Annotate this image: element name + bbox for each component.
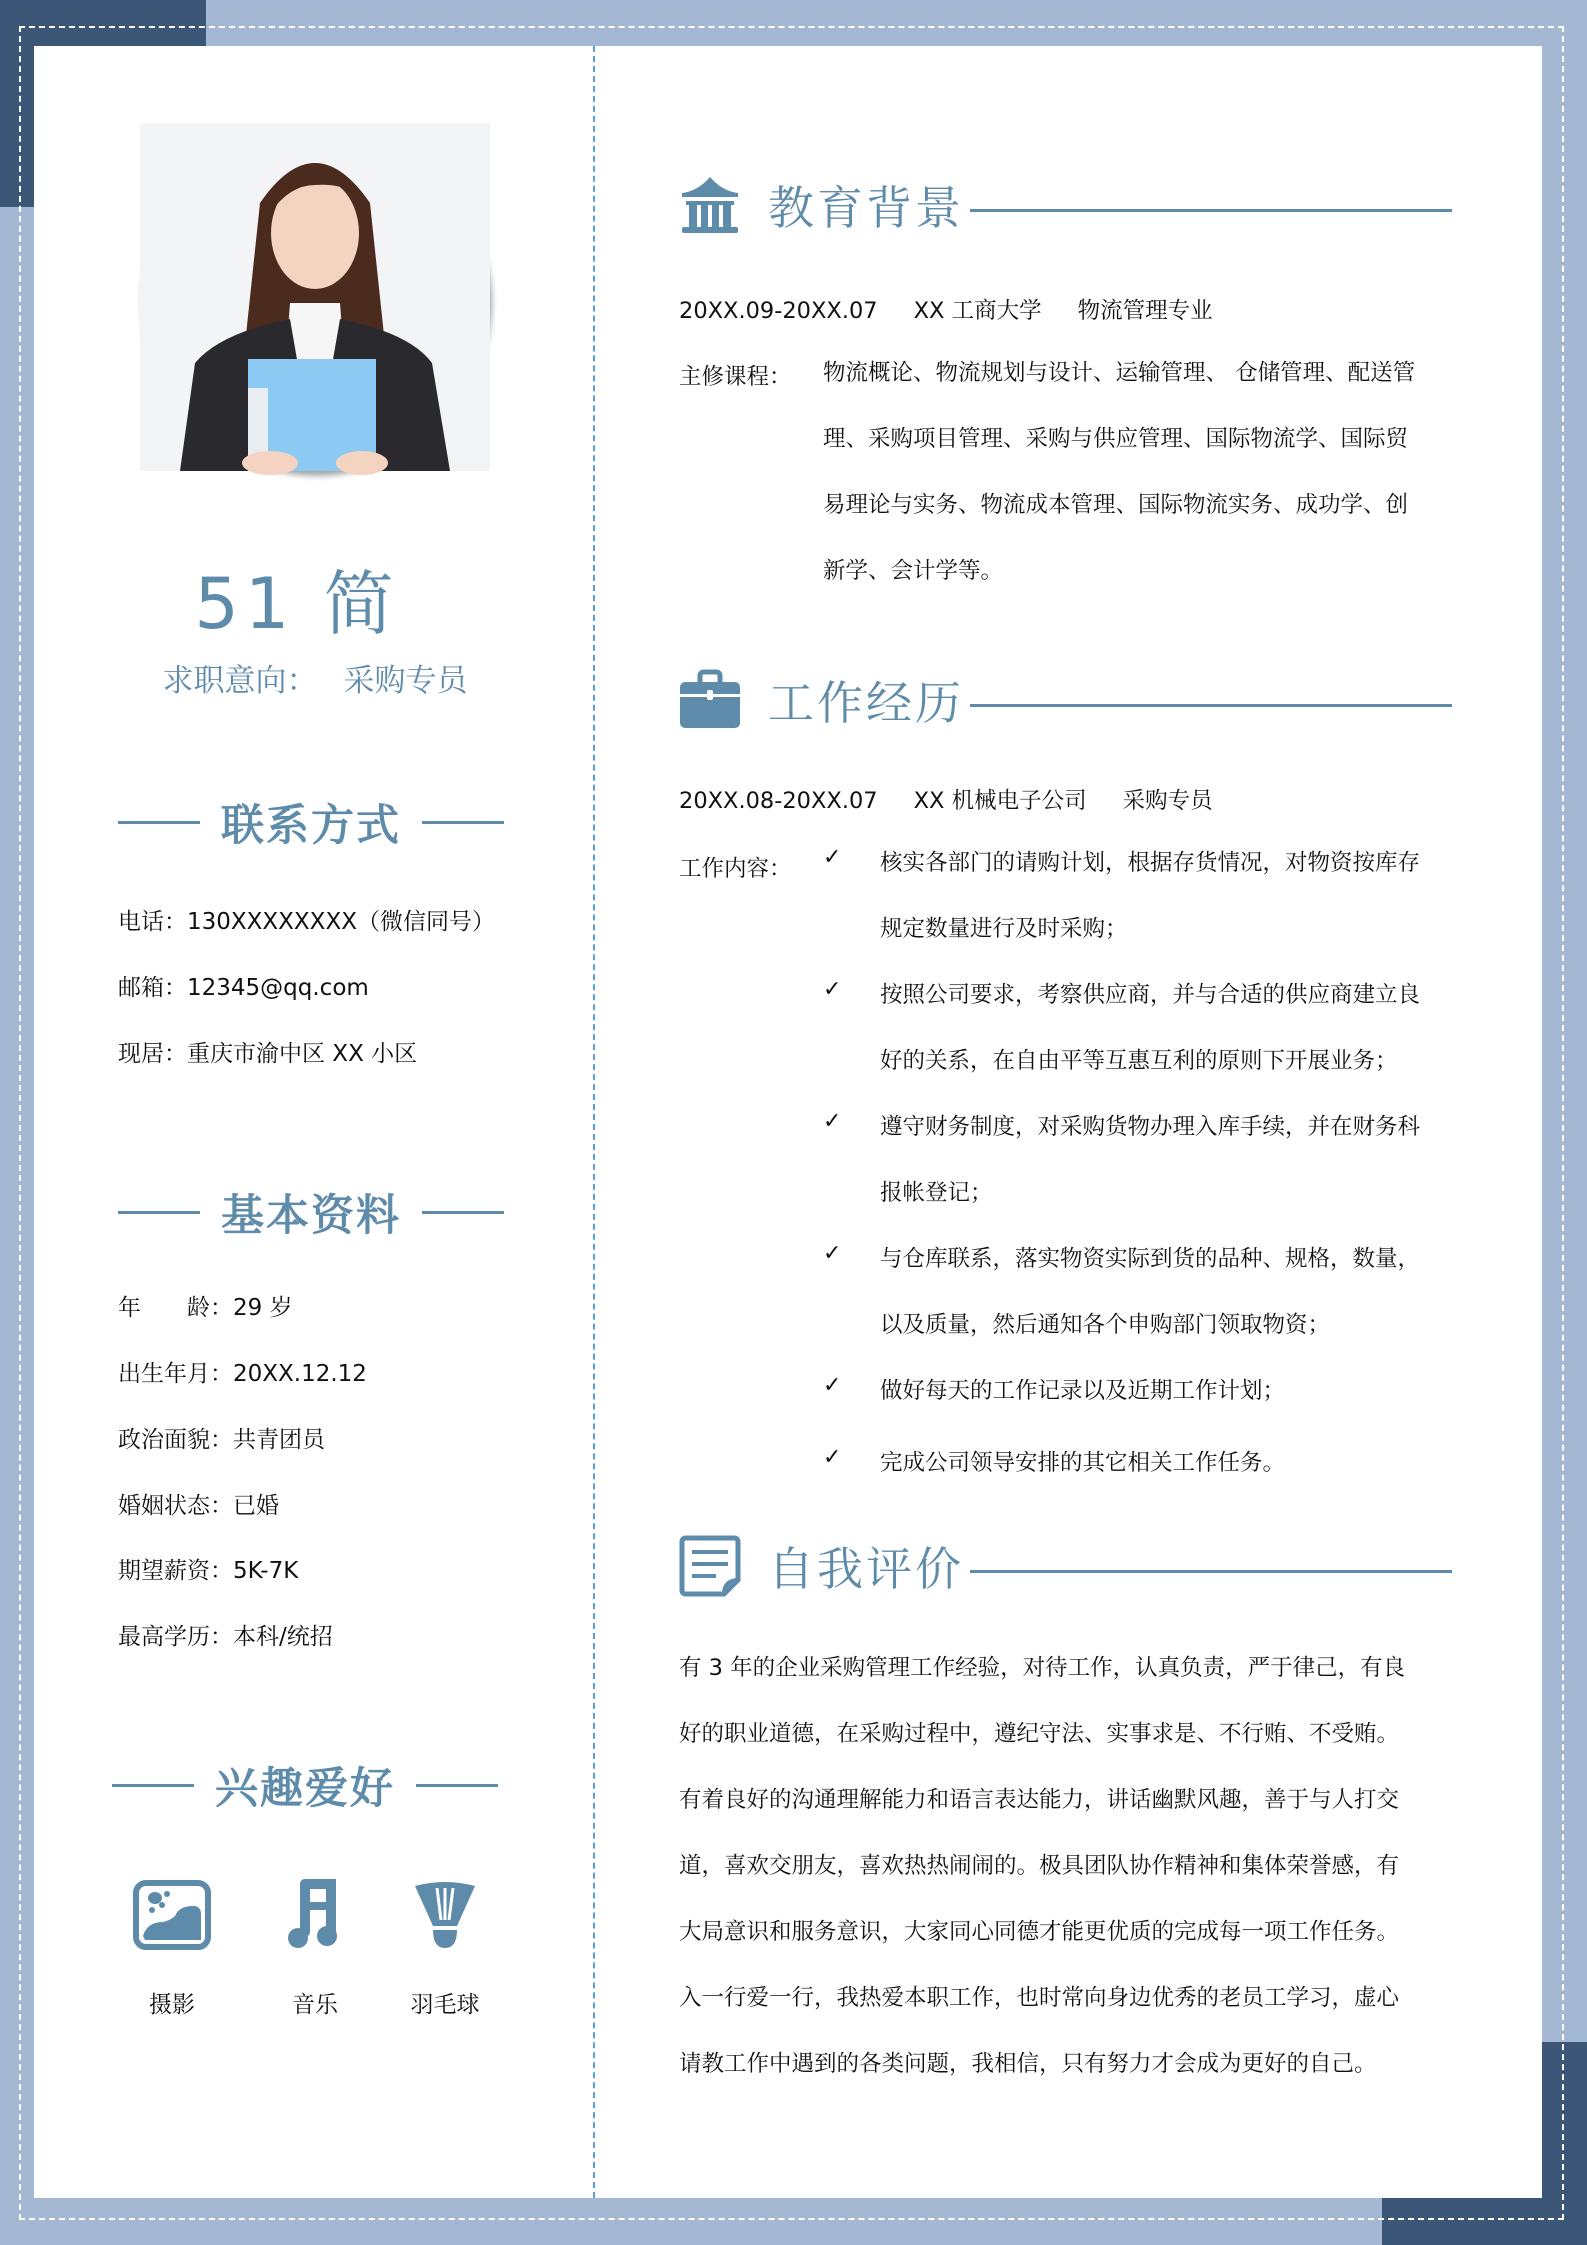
check-icon: ✓ xyxy=(823,1373,842,1398)
self-eval-line: 入一行爱一行，我热爱本职工作，也时常向身边优秀的老员工学习，虚心 xyxy=(679,1985,1400,2011)
candidate-name: 51 简 xyxy=(194,563,400,645)
heading-rule xyxy=(422,821,504,824)
column-divider xyxy=(593,46,595,2198)
education-period: 20XX.09-20XX.07 xyxy=(679,298,878,324)
education-title: 教育背景 xyxy=(768,181,964,235)
contact-heading xyxy=(118,797,504,851)
education-school: XX 工商大学 xyxy=(913,298,1042,324)
basic-age xyxy=(118,1289,293,1322)
courses-line: 易理论与实务、物流成本管理、国际物流实务、成功学、创 xyxy=(823,492,1409,518)
field-value: 已婚 xyxy=(233,1493,279,1519)
education-summary xyxy=(679,293,1213,325)
self-eval-line: 道，喜欢交朋友，喜欢热热闹闹的。极具团队协作精神和集体荣誉感，有 xyxy=(679,1853,1400,1879)
duty-line: 报帐登记； xyxy=(880,1180,993,1206)
duty-line: 遵守财务制度，对采购货物办理入库手续，并在财务科 xyxy=(880,1114,1421,1140)
contact-phone xyxy=(118,903,495,936)
basic-info-title: 基本资料 xyxy=(221,1190,401,1241)
basic-salary xyxy=(118,1552,298,1585)
courses-line: 物流概论、物流规划与设计、运输管理、 仓储管理、配送管 xyxy=(823,360,1416,386)
profile-photo xyxy=(140,123,490,471)
education-major: 物流管理专业 xyxy=(1077,298,1213,324)
heading-rule xyxy=(422,1211,504,1214)
heading-rule xyxy=(970,1570,1452,1573)
heading-rule xyxy=(118,1211,200,1214)
contact-title: 联系方式 xyxy=(221,800,401,851)
self-eval-line: 有 3 年的企业采购管理工作经验，对待工作，认真负责，严于律己，有良 xyxy=(679,1655,1406,1681)
heading-rule xyxy=(118,821,200,824)
hobby-label: 音乐 xyxy=(292,1992,338,2018)
field-value: 5K-7K xyxy=(233,1558,299,1584)
institution-icon xyxy=(678,173,742,237)
heading-rule xyxy=(970,704,1452,707)
field-label: 政治面貌： xyxy=(118,1427,233,1453)
work-content-label: 工作内容： xyxy=(679,856,792,882)
field-value: 重庆市渝中区 XX 小区 xyxy=(187,1041,418,1067)
duty-line: 做好每天的工作记录以及近期工作计划； xyxy=(880,1378,1286,1404)
basic-education xyxy=(118,1618,333,1651)
contact-address xyxy=(118,1035,417,1068)
field-label: 出生年月： xyxy=(118,1361,233,1387)
work-heading xyxy=(678,665,1452,735)
work-company: XX 机械电子公司 xyxy=(913,788,1087,814)
self-eval-line: 请教工作中遇到的各类问题，我相信，只有努力才会成为更好的自己。 xyxy=(679,2051,1377,2077)
field-value: 130XXXXXXXX（微信同号） xyxy=(187,909,495,935)
duty-line: 按照公司要求，考察供应商，并与合适的供应商建立良 xyxy=(880,982,1421,1008)
briefcase-icon xyxy=(678,668,742,732)
duty-line: 完成公司领导安排的其它相关工作任务。 xyxy=(880,1450,1286,1476)
self-eval-line: 大局意识和服务意识，大家同心同德才能更优质的完成每一项工作任务。 xyxy=(679,1919,1400,1945)
document-icon xyxy=(678,1534,742,1598)
courses-line: 理、采购项目管理、采购与供应管理、国际物流学、国际贸 xyxy=(823,426,1409,452)
work-position: 采购专员 xyxy=(1122,788,1213,814)
self-eval-line: 有着良好的沟通理解能力和语言表达能力，讲话幽默风趣，善于与人打交 xyxy=(679,1787,1400,1813)
field-value: 共青团员 xyxy=(233,1427,325,1453)
hobby-label: 羽毛球 xyxy=(410,1992,480,2018)
hobby-music xyxy=(255,1880,375,2019)
field-label: 邮箱： xyxy=(118,975,187,1001)
work-summary xyxy=(679,783,1213,815)
hobbies-heading xyxy=(112,1760,498,1814)
field-label: 婚姻状态： xyxy=(118,1493,233,1519)
hobby-badminton xyxy=(385,1880,505,2019)
field-value: 29 岁 xyxy=(233,1295,293,1321)
courses-label: 主修课程： xyxy=(679,364,792,390)
work-period: 20XX.08-20XX.07 xyxy=(679,788,878,814)
field-label: 最高学历： xyxy=(118,1624,233,1650)
music-note-icon xyxy=(287,1880,343,1950)
photo-icon xyxy=(133,1880,211,1950)
field-label: 年 龄： xyxy=(118,1295,233,1321)
check-icon: ✓ xyxy=(823,845,842,870)
hobbies-title: 兴趣爱好 xyxy=(215,1763,395,1814)
check-icon: ✓ xyxy=(823,1445,842,1470)
check-icon: ✓ xyxy=(823,977,842,1002)
self-eval-title: 自我评价 xyxy=(768,1542,964,1596)
field-value: 本科/统招 xyxy=(233,1624,333,1650)
duty-line: 好的关系，在自由平等互惠互利的原则下开展业务； xyxy=(880,1048,1398,1074)
field-label: 电话： xyxy=(118,909,187,935)
basic-birth xyxy=(118,1355,367,1388)
field-value: 20XX.12.12 xyxy=(233,1361,367,1387)
shuttlecock-icon xyxy=(413,1880,477,1950)
field-label: 期望薪资： xyxy=(118,1558,233,1584)
work-title: 工作经历 xyxy=(768,676,964,730)
duty-line: 与仓库联系，落实物资实际到货的品种、规格，数量， xyxy=(880,1246,1421,1272)
self-eval-heading xyxy=(678,1531,1452,1601)
basic-info-heading xyxy=(118,1187,504,1241)
contact-email xyxy=(118,969,369,1002)
check-icon: ✓ xyxy=(823,1109,842,1134)
field-label: 现居： xyxy=(118,1041,187,1067)
duty-line: 以及质量，然后通知各个申购部门领取物资； xyxy=(880,1312,1331,1338)
duty-line: 规定数量进行及时采购； xyxy=(880,916,1128,942)
self-eval-line: 好的职业道德，在采购过程中，遵纪守法、实事求是、不行贿、不受贿。 xyxy=(679,1721,1400,1747)
job-intent xyxy=(0,655,630,700)
education-heading xyxy=(678,170,1452,240)
job-intent-value: 采购专员 xyxy=(343,663,468,699)
hobby-label: 摄影 xyxy=(149,1992,195,2018)
courses-line: 新学、会计学等。 xyxy=(823,558,1004,584)
field-value: 12345@qq.com xyxy=(187,975,369,1001)
hobby-photography xyxy=(112,1880,232,2019)
heading-rule xyxy=(970,209,1452,212)
heading-rule xyxy=(416,1784,498,1787)
clipped-duty-row xyxy=(0,1445,1587,1476)
duty-line: 核实各部门的请购计划，根据存货情况，对物资按库存 xyxy=(880,850,1421,876)
basic-marital xyxy=(118,1487,279,1520)
heading-rule xyxy=(112,1784,194,1787)
job-intent-label: 求职意向： xyxy=(162,663,318,699)
check-icon: ✓ xyxy=(823,1241,842,1266)
